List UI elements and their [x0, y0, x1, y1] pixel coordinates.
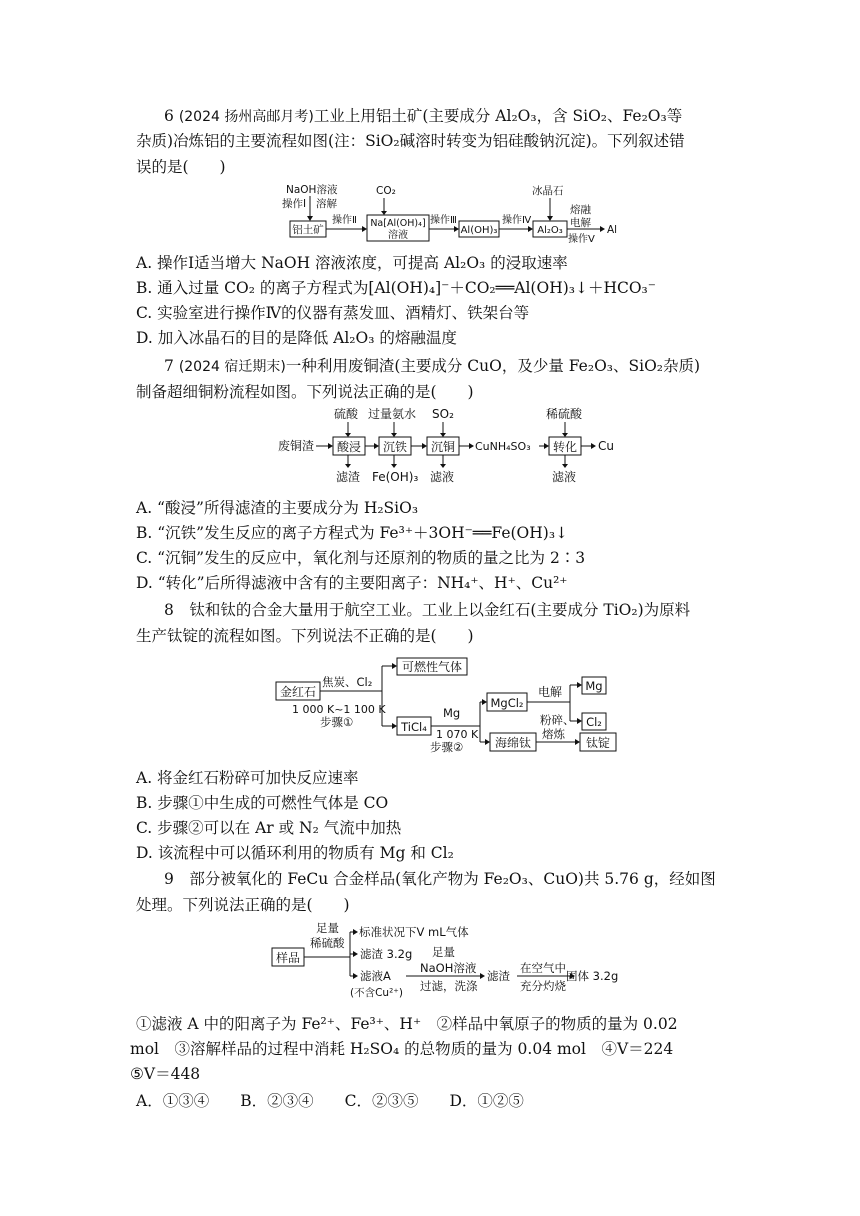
q9-excess2: 足量 [432, 945, 455, 959]
q9-stem-line2: 处理。下列说法正确的是( ) [136, 896, 350, 914]
q8-option-b: B. 步骤①中生成的可燃性气体是 CO [136, 794, 389, 812]
q8-option-a: A. 将金红石粉碎可加快反应速率 [136, 769, 359, 787]
q7-arrowhead-o1 [345, 464, 351, 468]
q7-stem-line1: 7 (2024 宿迁期末)一种利用废铜渣(主要成分 CuO，及少量 Fe₂O₃、SiO₂杂质) [164, 357, 701, 375]
q7-arrowhead-r3 [440, 433, 446, 437]
q6-op4: 操作Ⅳ [502, 215, 532, 226]
q7-out1: 滤渣 [336, 470, 361, 484]
q8-arrowhead-mgcl2 [482, 699, 487, 705]
q8-mg-reagent: Mg [443, 706, 461, 720]
q6-arrowhead-1 [362, 226, 367, 232]
q6-mid-l2: 溶液 [388, 230, 408, 241]
q6-aloh3: Al(OH)₃ [460, 225, 498, 236]
q6-option-b: B. 通入过量 CO₂ 的离子方程式为[Al(OH)₄]⁻＋CO₂══Al(OH)₃↓＋HCO₃⁻ [136, 279, 656, 297]
q7-option-c: C. “沉铜”发生的反应中，氧化剂与还原剂的物质的量之比为 2∶3 [136, 549, 586, 567]
q7-arrowhead-1 [328, 443, 333, 449]
q8-elec: 电解 [538, 685, 563, 699]
q7-arrowhead-4 [469, 443, 474, 449]
q6-op3: 操作Ⅲ [430, 215, 457, 226]
q9-arrowhead-gas [353, 929, 358, 935]
q8-smelt: 熔炼 [542, 727, 565, 741]
q8-mg: Mg [585, 679, 603, 693]
q9-statement-line1: ①滤液 A 中的阳离子为 Fe²⁺、Fe³⁺、H⁺ ②样品中氧原子的物质的量为 0.02 [136, 1015, 678, 1033]
q7-reagent-h2so4: 硫酸 [334, 407, 359, 421]
q8-ticl4: TiCl₄ [401, 720, 427, 734]
q8-reagent: 焦炭、Cl₂ [322, 675, 373, 689]
q7-flow-diagram [276, 404, 636, 486]
q9-inair: 在空气中 [520, 961, 566, 975]
q7-out2: Fe(OH)₃ [372, 470, 419, 484]
q7-reagent-nh3: 过量氨水 [368, 407, 417, 421]
q7-out4: 滤液 [552, 470, 577, 484]
q9-gas: 标准状况下V mL气体 [359, 925, 469, 939]
q9-stem-line1: 9 部分被氧化的 FeCu 合金样品(氧化产物为 Fe₂O₃、CuO)共 5.76 g，经如图 [164, 870, 716, 888]
q6-arrowhead-3 [528, 226, 533, 232]
q6-source: (2024 扬州高邮月考) [178, 109, 314, 125]
q7-raw: 废铜渣 [278, 439, 315, 453]
q8-stem-line1: 8 钛和钛的合金大量用于航空工业。工业上以金红石(主要成分 TiO₂)为原料 [164, 601, 691, 619]
q8-step1: 步骤① [320, 715, 354, 729]
q6-melt: 熔融 [570, 204, 591, 216]
q9-no-cu: (不含Cu²⁺) [350, 987, 403, 999]
q9-solid: 固体 3.2g [566, 969, 619, 983]
q7-arrowhead-3 [422, 443, 427, 449]
q7-out3: 滤液 [430, 470, 455, 484]
q9-filtrate-a: 滤液A [360, 969, 391, 983]
q8-arrowhead-gas [392, 663, 397, 669]
q7-arrowhead-o3 [440, 464, 446, 468]
q6-stem-line1: 6 (2024 扬州高邮月考)工业上用铝土矿(主要成分 Al₂O₃，含 SiO₂、Fe₂O₃等 [164, 107, 683, 125]
q7-arrowhead-r2 [391, 433, 397, 437]
q7-cu: Cu [598, 439, 614, 453]
q6-arrowhead-co2 [381, 211, 387, 215]
q9-arrowhead-2 [480, 973, 485, 979]
q6-arrowhead-4 [600, 226, 605, 232]
q8-arrowhead-ingot [575, 739, 580, 745]
q6-option-d: D. 加入冰晶石的目的是降低 Al₂O₃ 的熔融温度 [136, 329, 457, 347]
q6-option-a: A. 操作Ⅰ适当增大 NaOH 溶液浓度，可提高 Al₂O₃ 的浸取速率 [136, 254, 568, 272]
q7-mid: CuNH₄SO₃ [475, 440, 531, 453]
q8-stem-line2: 生产钛锭的流程如图。下列说法不正确的是( ) [136, 627, 474, 645]
q6-arrowhead-naoh [307, 216, 313, 221]
q6-arrowhead-cryolite [547, 216, 553, 221]
q9-sample: 样品 [275, 951, 301, 965]
q6-option-c: C. 实验室进行操作Ⅳ的仪器有蒸发皿、酒精灯、铁架台等 [136, 304, 530, 322]
q7-option-b: B. “沉铁”发生反应的离子方程式为 Fe³⁺＋3OH⁻══Fe(OH)₃↓ [136, 524, 569, 542]
q6-op1-desc: 溶解 [316, 198, 337, 210]
q7-source: (2024 宿迁期末) [178, 359, 286, 375]
q6-mid-l1: Na[Al(OH)₄] [370, 218, 426, 229]
q8-arrowhead-sponge [485, 739, 490, 745]
q6-stem-line2: 杂质)冶炼铝的主要流程如图(注：SiO₂碱溶时转变为铝硅酸钠沉淀)。下列叙述错 [136, 132, 685, 150]
q8-gas: 可燃性气体 [401, 660, 463, 674]
q8-raw: 金红石 [279, 685, 317, 699]
q8-arrowhead-mg [577, 682, 582, 688]
q8-mgcl2: MgCl₂ [490, 696, 524, 710]
q7-s2: 沉铁 [382, 440, 408, 454]
q7-arrowhead-r1 [345, 433, 351, 437]
q8-arrowhead-cl2 [577, 718, 582, 724]
q9-flow-diagram [270, 918, 630, 1002]
q8-option-c: C. 步骤②可以在 Ar 或 N₂ 气流中加热 [136, 819, 402, 837]
q7-stem-line2: 制备超细铜粉流程如图。下列说法正确的是( ) [136, 383, 474, 401]
q7-reagent-so2: SO₂ [432, 407, 454, 421]
q7-option-a: A. “酸浸”所得滤渣的主要成分为 H₂SiO₃ [136, 499, 419, 517]
q6-stem-line3: 误的是( ) [136, 158, 226, 176]
q6-op1-label: 操作Ⅰ [282, 198, 307, 210]
q9-residue: 滤渣 3.2g [360, 947, 413, 961]
q7-arrowhead-o2 [391, 464, 397, 468]
q7-arrowhead-o4 [562, 464, 568, 468]
q6-arrowhead-2 [454, 226, 459, 232]
q8-arrowhead-ticl4 [392, 723, 397, 729]
q6-elec: 电解 [570, 217, 591, 229]
q8-temp2: 1 070 K [436, 728, 479, 741]
q7-option-d: D. “转化”后所得滤液中含有的主要阳离子：NH₄⁺、H⁺、Cu²⁺ [136, 574, 568, 592]
q7-s4: 转化 [552, 440, 578, 454]
q6-cryolite: 冰晶石 [532, 185, 564, 197]
q9-statement-line2: mol ③溶解样品的过程中消耗 H₂SO₄ 的总物质的量为 0.04 mol ④V＝224 [130, 1040, 674, 1058]
q9-naoh: NaOH溶液 [420, 961, 477, 975]
q9-residue2: 滤渣 [487, 969, 510, 983]
q8-step2: 步骤② [430, 740, 464, 754]
q7-arrowhead-r4 [562, 433, 568, 437]
q9-options: A．①③④ B．②③④ C．②③⑤ D．①②⑤ [136, 1092, 524, 1110]
q8-flow-diagram [270, 654, 640, 754]
q9-arrowhead-fa [353, 973, 358, 979]
q7-s1: 酸浸 [336, 440, 362, 454]
q8-option-d: D. 该流程中可以循环利用的物质有 Mg 和 Cl₂ [136, 844, 454, 862]
q9-excess: 足量 [316, 921, 339, 935]
q8-sponge: 海绵钛 [494, 736, 532, 750]
q6-flow-diagram [280, 180, 660, 248]
q8-temp1: 1 000 K~1 100 K [292, 703, 386, 716]
q8-crush: 粉碎、 [540, 713, 575, 727]
q7-arrowhead-6 [591, 443, 596, 449]
q6-al2o3: Al₂O₃ [537, 225, 563, 236]
q9-statement-line3: ⑤V＝448 [130, 1065, 201, 1083]
q9-arrowhead-res [353, 951, 358, 957]
q9-dil: 稀硫酸 [310, 936, 345, 950]
q7-arrowhead-5 [544, 443, 549, 449]
q8-cl2: Cl₂ [586, 715, 602, 729]
q6-raw: 铝土矿 [292, 224, 324, 236]
q6-al: Al [607, 224, 618, 236]
q8-ingot: 钛锭 [585, 736, 611, 750]
q6-reagent-naoh: NaOH溶液 [286, 184, 338, 196]
q9-burn: 充分灼烧 [520, 979, 566, 993]
q6-op5: 操作Ⅴ [568, 234, 595, 245]
q6-co2: CO₂ [376, 185, 396, 197]
q6-op2: 操作Ⅱ [332, 215, 357, 226]
q7-arrowhead-2 [374, 443, 379, 449]
q9-filterwash: 过滤，洗涤 [420, 979, 478, 993]
q7-s3: 沉铜 [430, 440, 456, 454]
q7-reagent-dil: 稀硫酸 [546, 407, 583, 421]
